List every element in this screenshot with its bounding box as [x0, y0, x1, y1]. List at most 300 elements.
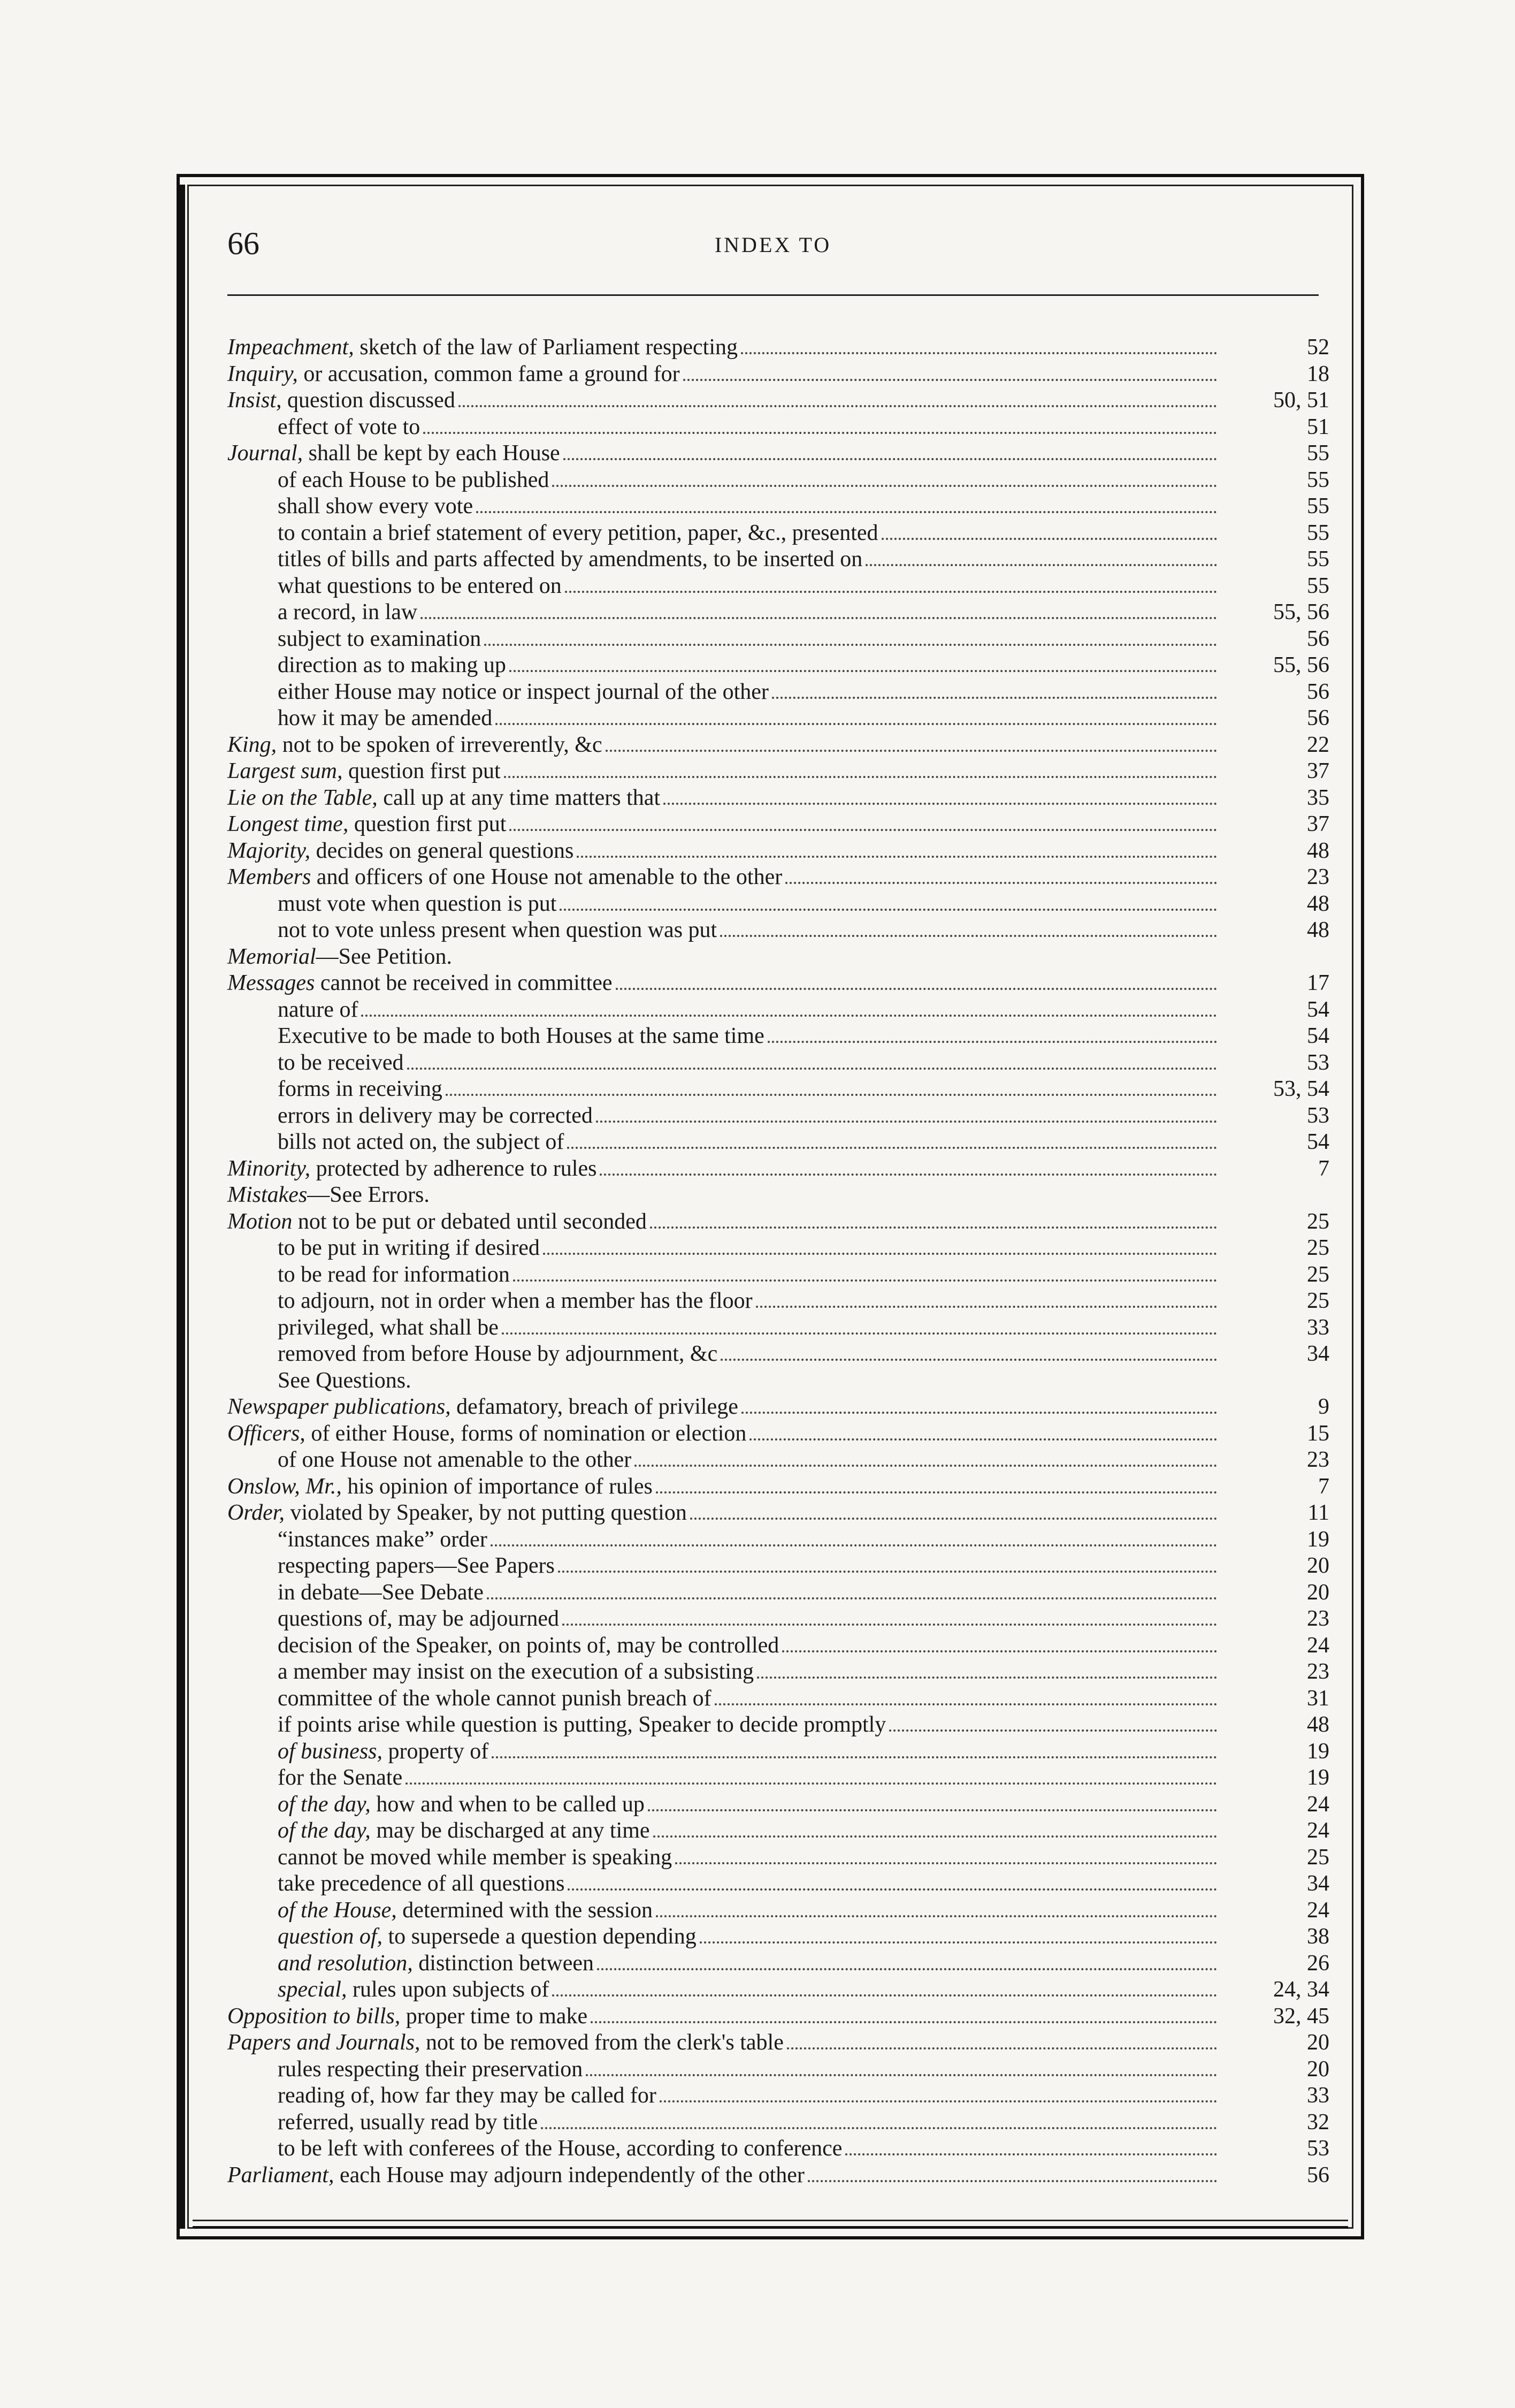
entry-description: questions of, may be adjourned [278, 1606, 560, 1631]
bottom-rule [193, 2220, 1348, 2221]
entry-text [227, 1421, 746, 1447]
entry-pages: 55 [1307, 573, 1329, 598]
entry-term: special, [278, 1977, 347, 2002]
entry-term: Papers and Journals, [227, 2030, 420, 2055]
entry-pages: 53, 54 [1273, 1077, 1329, 1101]
entry-text [227, 1924, 697, 1950]
entry-pages: 25 [1307, 1209, 1329, 1234]
index-entry [227, 1686, 1329, 1712]
dot-leader [560, 909, 1217, 911]
index-entry [227, 1580, 1329, 1606]
entry-text [227, 1739, 488, 1765]
entry-pages: 50, 51 [1273, 388, 1329, 413]
index-entry [227, 1818, 1329, 1845]
entry-pages: 54 [1307, 997, 1329, 1022]
entry-term: Order, [227, 1500, 285, 1525]
entry-pages: 48 [1307, 1712, 1329, 1737]
entry-term: Lie on the Table, [227, 785, 378, 810]
entry-text [227, 361, 680, 388]
entry-pages: 24, 34 [1273, 1977, 1329, 2002]
dot-leader [487, 1597, 1217, 1599]
entry-description: for the Senate [278, 1765, 403, 1790]
entry-description: if points arise while question is putting, Speaker to decide promptly [278, 1712, 886, 1737]
entry-text [227, 1050, 404, 1077]
entry-pages: 24 [1307, 1633, 1329, 1658]
entry-description: direction as to making up [278, 653, 506, 677]
entry-description: shall show every vote [278, 494, 473, 519]
entry-description: must vote when question is put [278, 891, 557, 916]
entry-description: violated by Speaker, by not putting question [284, 1500, 687, 1525]
index-entry [227, 1209, 1329, 1236]
index-entry [227, 387, 1329, 414]
entry-pages: 38 [1307, 1924, 1329, 1949]
entry-pages: 24 [1307, 1792, 1329, 1817]
entry-description: and officers of one House not amenable to the other [311, 865, 783, 889]
index-entry [227, 2136, 1329, 2162]
entry-description: distinction between [412, 1950, 594, 1976]
dot-leader [700, 1941, 1217, 1944]
index-entry [227, 546, 1329, 573]
dot-leader [586, 2074, 1217, 2076]
entry-term: King, [227, 732, 277, 757]
index-entry [227, 1288, 1329, 1315]
index-entry [227, 1950, 1329, 1977]
index-entry [227, 1633, 1329, 1659]
entry-text [227, 1792, 645, 1818]
dot-leader [407, 1068, 1217, 1070]
dot-leader [882, 538, 1217, 540]
entry-description: to be received [278, 1050, 404, 1075]
entry-pages: 55 [1307, 441, 1329, 466]
entry-description: to be read for information [278, 1262, 510, 1287]
index-entry [227, 1129, 1329, 1156]
index-entry [227, 944, 1329, 971]
entry-pages: 37 [1307, 759, 1329, 783]
entry-description: effect of vote to [278, 414, 420, 439]
dot-leader [405, 1782, 1217, 1785]
entry-description: not to be removed from the clerk's table [420, 2030, 784, 2055]
entry-pages: 25 [1307, 1845, 1329, 1870]
entry-text [227, 2003, 587, 2030]
entry-description: respecting papers—See Papers [278, 1553, 555, 1578]
dot-leader [543, 1253, 1217, 1255]
dot-leader [513, 1279, 1217, 1282]
entry-description: titles of bills and parts affected by amendments, to be inserted on [278, 547, 863, 571]
entry-text [227, 1368, 411, 1394]
index-entry [227, 334, 1329, 361]
entry-text [227, 1950, 594, 1977]
dot-leader [600, 1173, 1217, 1176]
entry-pages: 32 [1307, 2109, 1329, 2135]
index-entry [227, 2003, 1329, 2030]
index-entry [227, 1500, 1329, 1527]
entry-term: Members [227, 865, 311, 889]
entry-pages: 20 [1307, 2056, 1329, 2082]
entry-pages: 23 [1307, 1606, 1329, 1631]
entry-pages: 33 [1307, 2083, 1329, 2108]
dot-leader [504, 776, 1217, 778]
entry-pages: 20 [1307, 2030, 1329, 2055]
dot-leader [650, 1226, 1217, 1229]
dot-leader [491, 1544, 1217, 1546]
entry-text [227, 1606, 559, 1633]
index-entry [227, 2083, 1329, 2109]
dot-leader [562, 1624, 1217, 1626]
entry-text [227, 891, 556, 918]
entry-description: property of [382, 1739, 489, 1764]
entry-description: not to be put or debated until seconded [292, 1209, 647, 1234]
dot-leader [476, 511, 1217, 513]
entry-pages: 54 [1307, 1130, 1329, 1154]
dot-leader [509, 670, 1217, 672]
index-entry [227, 652, 1329, 679]
entry-text [227, 1447, 631, 1474]
entry-pages: 19 [1307, 1527, 1329, 1552]
entry-term: Inquiry, [227, 361, 298, 386]
entry-pages: 34 [1307, 1342, 1329, 1366]
entry-description: how and when to be called up [370, 1792, 645, 1817]
entry-pages: 53 [1307, 1103, 1329, 1128]
entry-description: protected by adherence to rules [310, 1156, 597, 1181]
dot-leader [634, 1465, 1217, 1467]
dot-leader [458, 405, 1217, 407]
entry-text [227, 2056, 583, 2083]
entry-text [227, 1898, 653, 1924]
entry-pages: 37 [1307, 812, 1329, 836]
entry-pages: 48 [1307, 918, 1329, 942]
dot-leader [446, 1094, 1217, 1096]
index-entry [227, 679, 1329, 706]
entry-description: question first put [342, 759, 501, 783]
entry-description: nature of [278, 997, 358, 1022]
entry-pages: 55, 56 [1273, 600, 1329, 624]
entry-pages: 48 [1307, 838, 1329, 863]
entry-description: may be discharged at any time [370, 1818, 650, 1843]
entry-text [227, 944, 452, 971]
entry-term: Insist, [227, 388, 282, 413]
entry-description: to adjourn, not in order when a member has the floor [278, 1289, 753, 1313]
index-entry [227, 811, 1329, 838]
dot-leader [656, 1915, 1217, 1917]
dot-leader [577, 856, 1217, 858]
dot-leader [663, 803, 1217, 805]
entry-description: shall be kept by each House [303, 441, 560, 466]
entry-pages: 23 [1307, 1447, 1329, 1472]
entry-text [227, 785, 660, 812]
entry-text [227, 387, 455, 414]
entry-pages: 55, 56 [1273, 653, 1329, 677]
entry-pages: 56 [1307, 2162, 1329, 2188]
dot-leader [889, 1729, 1217, 1732]
header-rule [227, 294, 1319, 296]
entry-pages: 51 [1307, 414, 1329, 439]
index-entry [227, 1421, 1329, 1447]
entry-description: “instances make” order [278, 1527, 487, 1552]
entry-term: Parliament, [227, 2162, 334, 2188]
entry-pages: 20 [1307, 1580, 1329, 1605]
entry-description: errors in delivery may be corrected [278, 1103, 593, 1128]
entry-pages: 24 [1307, 1818, 1329, 1843]
entry-description: decision of the Speaker, on points of, may be controlled [278, 1633, 779, 1658]
entry-pages: 55 [1307, 547, 1329, 571]
entry-pages: 56 [1307, 679, 1329, 704]
index-entry [227, 1447, 1329, 1474]
entry-term: Onslow, Mr., [227, 1474, 342, 1499]
dot-leader [648, 1809, 1217, 1811]
index-entry [227, 1606, 1329, 1633]
dot-leader [866, 564, 1217, 566]
entry-term: Mistakes [227, 1183, 308, 1207]
dot-leader [541, 2127, 1217, 2129]
dot-leader [808, 2180, 1217, 2182]
entry-description: —See Errors. [307, 1183, 430, 1207]
entry-description: determined with the session [396, 1898, 653, 1923]
entry-description: rules respecting their preservation [278, 2056, 583, 2082]
entry-pages: 24 [1307, 1898, 1329, 1923]
dot-leader [492, 1756, 1217, 1758]
entry-text [227, 1288, 753, 1315]
index-entry [227, 1262, 1329, 1289]
index-entry [227, 758, 1329, 785]
dot-leader [597, 1968, 1217, 1970]
entry-pages: 55 [1307, 467, 1329, 492]
entry-pages: 33 [1307, 1315, 1329, 1340]
index-entry [227, 1765, 1329, 1792]
entry-description: committee of the whole cannot punish breach of [278, 1686, 711, 1711]
dot-leader [558, 1571, 1217, 1573]
entry-pages: 55 [1307, 520, 1329, 545]
index-entry [227, 2109, 1329, 2136]
entry-pages: 25 [1307, 1289, 1329, 1313]
entry-text [227, 1659, 754, 1686]
entry-text [227, 1315, 499, 1342]
entry-text [227, 864, 782, 891]
entry-description: of each House to be published [278, 467, 549, 492]
entry-text [227, 652, 506, 679]
dot-leader [660, 2100, 1217, 2102]
entry-description: or accusation, common fame a ground for [297, 361, 680, 386]
dot-leader [502, 1332, 1217, 1335]
entry-description: sketch of the law of Parliament respecting [354, 335, 738, 360]
entry-description: cannot be moved while member is speaking [278, 1845, 672, 1870]
index-entry [227, 1845, 1329, 1871]
entry-text [227, 1580, 484, 1606]
entry-text [227, 599, 417, 626]
entry-text [227, 1023, 764, 1050]
entry-text [227, 414, 420, 441]
entry-description: defamatory, breach of privilege [450, 1394, 738, 1419]
entry-text [227, 2136, 842, 2162]
entry-description: decides on general questions [310, 838, 574, 863]
entry-text [227, 626, 481, 653]
entry-description: bills not acted on, the subject of [278, 1130, 564, 1154]
entry-pages: 52 [1307, 335, 1329, 360]
entry-term: of the House, [278, 1898, 397, 1923]
dot-leader [565, 591, 1217, 593]
entry-description: proper time to make [400, 2003, 588, 2029]
dot-leader [568, 1888, 1217, 1891]
entry-description: his opinion of importance of rules [341, 1474, 653, 1499]
entry-pages: 22 [1307, 732, 1329, 757]
running-head: INDEX TO [714, 233, 832, 257]
entry-text [227, 1156, 596, 1183]
entry-pages: 56 [1307, 626, 1329, 651]
index-entry [227, 493, 1329, 520]
entry-pages: 31 [1307, 1686, 1329, 1711]
index-entry [227, 1659, 1329, 1686]
entry-term: of the day, [278, 1792, 371, 1817]
entry-pages: 23 [1307, 865, 1329, 889]
index-entry [227, 1898, 1329, 1924]
index-entry [227, 1315, 1329, 1342]
dot-leader [591, 2021, 1217, 2023]
index-entry [227, 1368, 1329, 1394]
entry-term: Newspaper publications, [227, 1394, 451, 1419]
entry-description: question first put [348, 812, 507, 836]
entry-term: Impeachment, [227, 335, 354, 360]
index-entry [227, 1076, 1329, 1103]
entry-term: Longest time, [227, 812, 349, 836]
entry-pages: 20 [1307, 1553, 1329, 1578]
index-entry [227, 1924, 1329, 1950]
entry-pages: 35 [1307, 785, 1329, 810]
entry-pages: 54 [1307, 1024, 1329, 1048]
dot-leader [741, 352, 1217, 354]
entry-text [227, 1129, 564, 1156]
index-entry [227, 2030, 1329, 2056]
dot-leader [552, 1994, 1217, 1996]
entry-pages: 19 [1307, 1765, 1329, 1790]
entry-description: each House may adjourn independently of the other [334, 2162, 805, 2188]
index-entry [227, 414, 1329, 441]
entry-description: either House may notice or inspect journal of the other [278, 679, 769, 704]
entry-term: Officers, [227, 1421, 305, 1446]
entry-description: See Questions. [278, 1368, 411, 1393]
index-entry [227, 1050, 1329, 1077]
entry-description: reading of, how far they may be called for [278, 2083, 656, 2108]
entry-pages: 26 [1307, 1950, 1329, 1976]
index-entry [227, 2056, 1329, 2083]
entry-pages: 15 [1307, 1421, 1329, 1446]
index-entry [227, 970, 1329, 997]
entry-pages: 53 [1307, 2136, 1329, 2161]
dot-leader [787, 2047, 1217, 2049]
index-entry [227, 838, 1329, 865]
entry-pages: 7 [1318, 1474, 1329, 1499]
entry-pages: 23 [1307, 1659, 1329, 1684]
index-entry [227, 361, 1329, 388]
entry-description: to be left with conferees of the House, according to conference [278, 2136, 843, 2161]
index-entry [227, 2162, 1329, 2189]
entry-text [227, 1845, 672, 1871]
index-entry [227, 1394, 1329, 1421]
dot-leader [563, 458, 1217, 460]
entry-text [227, 1182, 430, 1209]
entry-description: referred, usually read by title [278, 2109, 538, 2135]
dot-leader [616, 988, 1217, 990]
entry-description: of either House, forms of nomination or election [305, 1421, 747, 1446]
entry-description: of one House not amenable to the other [278, 1447, 632, 1472]
entry-description: a record, in law [278, 600, 418, 624]
entry-description: to contain a brief statement of every petition, paper, &c., presented [278, 520, 878, 545]
entry-term: of the day, [278, 1818, 371, 1843]
dot-leader [768, 1041, 1217, 1043]
entry-term: Journal, [227, 441, 303, 466]
entry-text [227, 970, 613, 997]
entry-description: question discussed [281, 388, 455, 413]
dot-leader [785, 882, 1217, 884]
dot-leader [495, 723, 1217, 725]
entry-text [227, 1262, 510, 1289]
page-number: 66 [227, 226, 259, 261]
entry-text [227, 1712, 886, 1739]
index-entry [227, 891, 1329, 918]
index-entry [227, 1553, 1329, 1580]
index-entry [227, 573, 1329, 600]
entry-text [227, 705, 492, 732]
entry-description: not to vote unless present when question was put [278, 918, 717, 942]
index-entry [227, 520, 1329, 547]
entry-description: —See Petition. [316, 944, 452, 969]
entry-text [227, 1209, 647, 1236]
entry-text [227, 440, 560, 467]
entry-description: a member may insist on the execution of a subsisting [278, 1659, 754, 1684]
entry-text [227, 679, 769, 706]
entry-text [227, 758, 501, 785]
entry-description: privileged, what shall be [278, 1315, 499, 1340]
dot-leader [509, 829, 1217, 831]
index-list [227, 334, 1329, 2189]
entry-pages: 48 [1307, 891, 1329, 916]
index-entry [227, 599, 1329, 626]
index-entry [227, 1341, 1329, 1368]
bottom-rule-heavy [193, 2226, 1348, 2229]
dot-leader [653, 1835, 1217, 1838]
entry-pages: 32, 45 [1273, 2003, 1329, 2029]
dot-leader [845, 2153, 1217, 2155]
entry-term: of business, [278, 1739, 383, 1764]
dot-leader [757, 1677, 1217, 1679]
entry-description: how it may be amended [278, 706, 493, 730]
index-entry [227, 705, 1329, 732]
dot-leader [782, 1650, 1217, 1652]
dot-leader [715, 1703, 1217, 1705]
dot-leader [720, 935, 1217, 937]
dot-leader [683, 379, 1217, 381]
dot-leader [675, 1862, 1217, 1864]
index-entry [227, 440, 1329, 467]
entry-pages: 19 [1307, 1739, 1329, 1764]
dot-leader [606, 750, 1217, 752]
entry-description: Executive to be made to both Houses at the same time [278, 1024, 764, 1048]
entry-description: not to be spoken of irreverently, &c [277, 732, 602, 757]
entry-text [227, 520, 878, 547]
entry-pages: 17 [1307, 971, 1329, 995]
dot-leader [741, 1412, 1217, 1414]
entry-text [227, 2083, 656, 2109]
dot-leader [656, 1491, 1217, 1493]
index-entry [227, 1103, 1329, 1130]
dot-leader [552, 485, 1217, 487]
index-entry [227, 1474, 1329, 1500]
entry-description: forms in receiving [278, 1077, 442, 1101]
index-entry [227, 1977, 1329, 2003]
page-header [227, 222, 1319, 281]
entry-term: Majority, [227, 838, 311, 863]
entry-term: Opposition to bills, [227, 2003, 401, 2029]
entry-description: to supersede a question depending [382, 1924, 697, 1949]
dot-leader [361, 1015, 1217, 1017]
